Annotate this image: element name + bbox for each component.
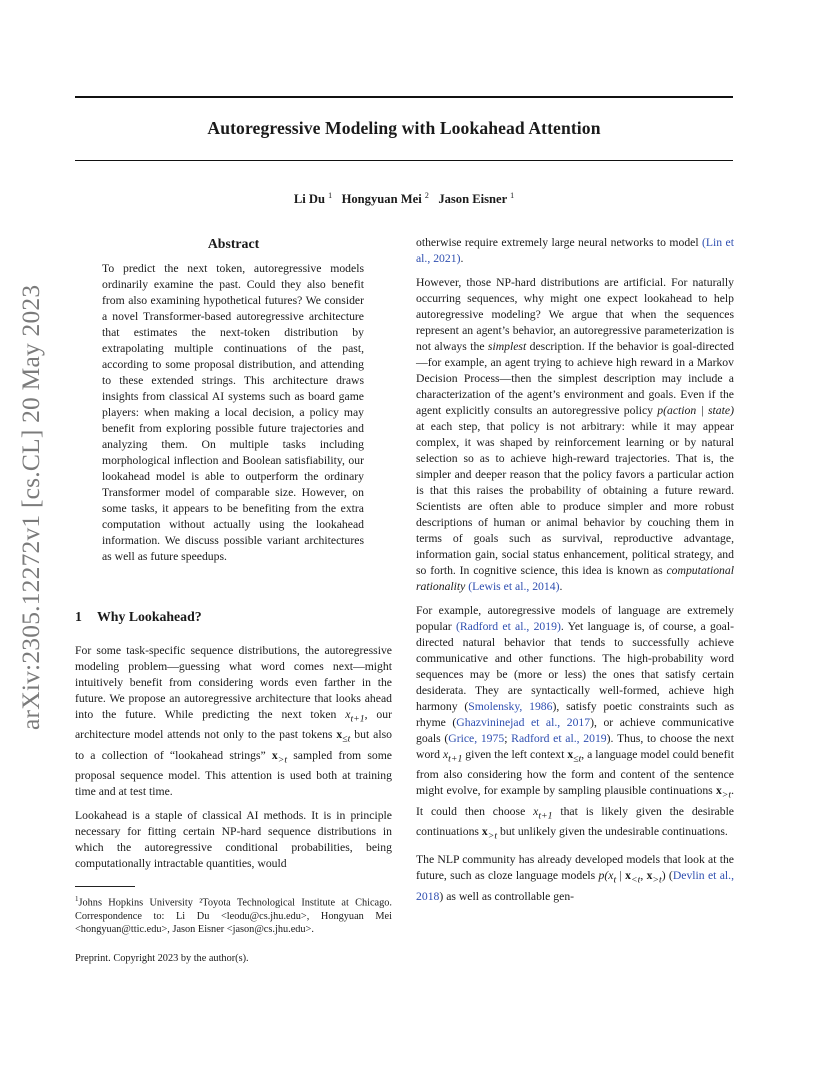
arxiv-stamp: arXiv:2305.12272v1 [cs.CL] 20 May 2023 — [16, 284, 45, 730]
citation-link[interactable]: Smolensky, 1986 — [468, 700, 553, 713]
author-name: Li Du — [293, 192, 325, 207]
citation-link[interactable]: Ghazvininejad et al., 2017 — [456, 716, 591, 729]
citation-link[interactable]: (Radford et al., 2019) — [455, 620, 561, 633]
body-paragraph: The NLP community has already developed models that look at the future, such as cloze language models $p(x_t$ | $x_{<t}$, $x_{>t}$) (Devlin et al., 2018) as well as controllable gen- — [416, 853, 734, 903]
abstract-heading: Abstract — [207, 236, 260, 251]
body-paragraph: For some task-specific sequence distributions, the autoregressive modeling problem—guessing what word comes next—might intuitively benefit from considering words even farther in the future. We propose an autoregressive architecture that looks ahead into the future. While predicting the next token $x_{t+1}$, our architecture model attends not only to the past tokens $x_{\le t}$ but also to a collection of “lookahead strings” $x_{>t}$ sampled from some proposal sequence model. This attention is used both at training time and at test time. — [75, 644, 392, 798]
author-name: Hongyuan Mei — [341, 192, 422, 207]
section-heading — [75, 609, 392, 625]
citation-link[interactable]: (Lewis et al., 2014) — [468, 580, 560, 593]
body-paragraph: otherwise require extremely large neural networks to model (Lin et al., 2021). — [416, 236, 734, 265]
author-name: Jason Eisner — [438, 192, 508, 207]
author-affiliation: 1 — [328, 191, 333, 200]
footnote-rule — [75, 886, 135, 887]
footnote: $^1$Johns Hopkins University ²Toyota Technological Institute at Chicago. Correspondence to: Li Du <leodu@cs.jhu.edu>, Hongyuan Mei <hongyuan@ttic.edu>, Jason Eisner <jason@cs.jhu.edu>. — [75, 894, 392, 936]
section-title: Why Lookahead? — [97, 609, 202, 624]
abstract-body: To predict the next token, autoregressive models ordinarily examine the past. Could they also benefit from also examining hypothetical futures? We consider a novel Transformer-based autoregressive architecture that estimates the next-token distribution by extrapolating multiple continuations of the past, according to some proposal distribution, and attending to these extended strings. This architecture draws insights from classical AI systems such as board game players: when making a local decision, a policy may benefit from exploring possible future trajectories and analyzing them. On multiple tasks including morphological inflection and Boolean satisfiability, our lookahead model is able to outperform the ordinary Transformer model of comparable size. However, on some tasks, it appears to be benefiting from the extra computation without actually using the lookahead information. We discuss possible variant architectures as well as future speedups. — [102, 262, 364, 563]
body-paragraph: For example, autoregressive models of language are extremely popular (Radford et al., 2019). Yet language is, of course, a goal-directed natural behavior that tends to successfully achieve communicative and other functions. The high-probability word sequences may be (more or less) the ones that satisfy certain desiderata. They are syntactically well-formed, achieve high harmony (Smolensky, 1986), satisfy poetic constraints such as rhyme (Ghazvininejad et al., 2017), or achieve communicative goals (Grice, 1975; Radford et al., 2019). Thus, to choose the next word $x_{t+1}$ given the left context $x_{\le t}$, a language model could benefit from also considering how the form and content of the sentence might evolve, for example by sampling plausible continuations $x_{>t}$. It could then choose $x_{t+1}$ that is likely given the desirable continuations $x_{>t}$ but unlikely given the undesirable continuations. — [416, 604, 735, 842]
right-column — [416, 235, 734, 913]
paper-title: Autoregressive Modeling with Lookahead Attention — [207, 118, 601, 138]
author-affiliation: 2 — [424, 191, 429, 200]
preprint-notice: Preprint. Copyright 2023 by the author(s). — [75, 952, 249, 964]
left-column — [75, 235, 392, 967]
citation-link[interactable]: Grice, 1975 — [448, 732, 505, 745]
body-paragraph: However, those NP-hard distributions are artificial. For naturally occurring sequences, why might one expect lookahead to help autoregressive modeling? We argue that when the sequences represent an agent’s behavior, an autoregressive parameterization is not always the simplest description. If the behavior is goal-directed—for example, an agent trying to achieve high reward in a Markov Decision Process—then the simplest description may include a characterization of the agent’s environment and goals. Even if the agent explicitly consults an autoregressive policy p(action | state) at each step, that policy is not arbitrary: while it may appear complex, it was shaped by reinforcement learning or by natural selection so as to achieve high-reward trajectories. That is, the simpler and deeper reason that the policy favors a particular action is that this raises the probability of obtaining a future reward. Scientists are often able to produce simpler and more robust descriptions of human or animal behavior by couching them in terms of goals such as survival, reproductive advantage, information gain, social status enhancement, political strategy, and so forth. In cognitive science, this idea is known as computational rationality (Lewis et al., 2014). — [416, 276, 734, 593]
top-rule — [75, 96, 733, 98]
title-bottom-rule — [75, 160, 733, 161]
citation-link[interactable]: Devlin et al., 2018 — [416, 869, 734, 903]
citation-link[interactable]: Radford et al., 2019 — [511, 732, 607, 745]
author-list — [75, 191, 733, 207]
author-affiliation: 1 — [510, 191, 515, 200]
citation-link[interactable]: (Lin et al., 2021) — [416, 236, 734, 265]
body-paragraph: Lookahead is a staple of classical AI methods. It is in principle necessary for fitting certain NP-hard sequence distributions in which the autoregressive conditional probabilities, being computationally intractable quantities, would — [75, 808, 392, 870]
section-number: 1 — [75, 609, 82, 624]
